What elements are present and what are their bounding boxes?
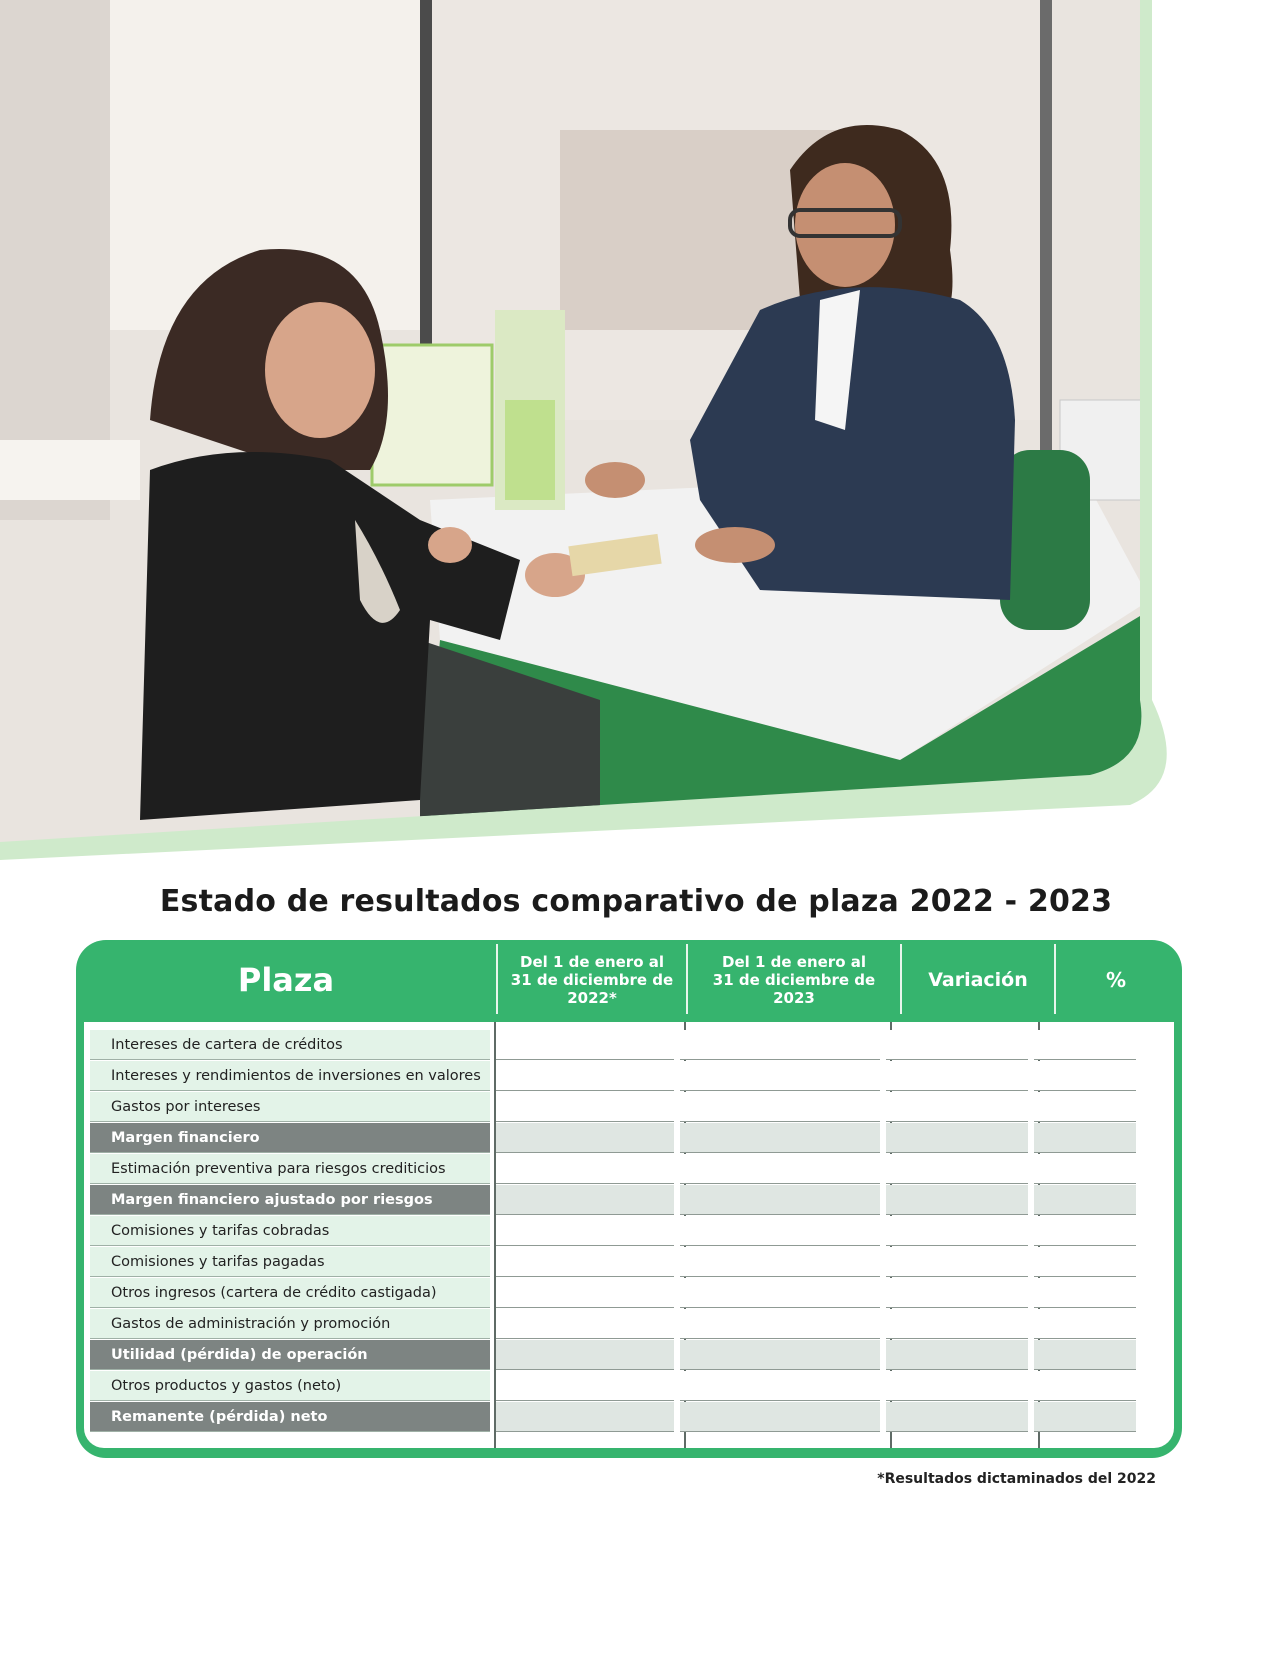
table-row	[90, 1340, 1170, 1371]
value-cell-v3	[886, 1278, 1028, 1308]
value-cell-v4	[1034, 1061, 1136, 1091]
value-cell-v3	[886, 1123, 1028, 1153]
value-cell-v1	[496, 1185, 674, 1215]
header-variacion: Variación	[928, 969, 1028, 991]
row-label: Gastos por intereses	[90, 1092, 490, 1122]
value-cell-v4	[1034, 1030, 1136, 1060]
value-cell-v2	[680, 1340, 880, 1370]
table-rows	[90, 1030, 1170, 1433]
table-row	[90, 1154, 1170, 1185]
value-cell-v3	[886, 1247, 1028, 1277]
value-cell-v2	[680, 1216, 880, 1246]
table-header	[76, 940, 1182, 1020]
value-cell-v4	[1034, 1247, 1136, 1277]
table-row	[90, 1092, 1170, 1123]
table-row	[90, 1371, 1170, 1402]
table-row	[90, 1309, 1170, 1340]
value-cell-v2	[680, 1030, 880, 1060]
value-cell-v3	[886, 1030, 1028, 1060]
footnote: *Resultados dictaminados del 2022	[877, 1471, 1156, 1487]
header-2023-label: Del 1 de enero al 31 de diciembre de 2023	[712, 953, 876, 1007]
value-cell-v2	[680, 1185, 880, 1215]
value-cell-v1	[496, 1216, 674, 1246]
table-row	[90, 1402, 1170, 1433]
value-cell-v4	[1034, 1278, 1136, 1308]
table-row	[90, 1278, 1170, 1309]
value-cell-v1	[496, 1340, 674, 1370]
table-row	[90, 1030, 1170, 1061]
value-cell-v2	[680, 1154, 880, 1184]
value-cell-v1	[496, 1030, 674, 1060]
value-cell-v4	[1034, 1092, 1136, 1122]
row-label: Otros ingresos (cartera de crédito castigada)	[90, 1278, 490, 1308]
value-cell-v4	[1034, 1216, 1136, 1246]
value-cell-v1	[496, 1309, 674, 1339]
value-cell-v1	[496, 1402, 674, 1432]
value-cell-v4	[1034, 1340, 1136, 1370]
value-cell-v1	[496, 1247, 674, 1277]
value-cell-v1	[496, 1123, 674, 1153]
header-plaza: Plaza	[237, 961, 335, 999]
header-percent: %	[1105, 968, 1127, 992]
value-cell-v2	[680, 1247, 880, 1277]
value-cell-v3	[886, 1402, 1028, 1432]
value-cell-v1	[496, 1061, 674, 1091]
page-title: Estado de resultados comparativo de plaza 2022 - 2023	[159, 884, 1113, 919]
value-cell-v4	[1034, 1309, 1136, 1339]
row-label: Utilidad (pérdida) de operación	[90, 1340, 490, 1370]
row-label: Comisiones y tarifas cobradas	[90, 1216, 490, 1246]
row-label: Otros productos y gastos (neto)	[90, 1371, 490, 1401]
value-cell-v4	[1034, 1402, 1136, 1432]
header-2022-label: Del 1 de enero al 31 de diciembre de 2022*	[510, 953, 674, 1007]
value-cell-v2	[680, 1092, 880, 1122]
value-cell-v4	[1034, 1185, 1136, 1215]
value-cell-v2	[680, 1402, 880, 1432]
value-cell-v2	[680, 1371, 880, 1401]
row-label: Intereses y rendimientos de inversiones en valores	[90, 1061, 490, 1091]
table-row	[90, 1216, 1170, 1247]
row-label: Gastos de administración y promoción	[90, 1309, 490, 1339]
value-cell-v3	[886, 1309, 1028, 1339]
value-cell-v3	[886, 1340, 1028, 1370]
value-cell-v4	[1034, 1154, 1136, 1184]
value-cell-v2	[680, 1061, 880, 1091]
row-label: Estimación preventiva para riesgos crediticios	[90, 1154, 490, 1184]
value-cell-v3	[886, 1371, 1028, 1401]
results-table	[76, 940, 1182, 1458]
header-2023	[688, 944, 900, 1016]
value-cell-v3	[886, 1061, 1028, 1091]
value-cell-v3	[886, 1216, 1028, 1246]
table-row	[90, 1247, 1170, 1278]
value-cell-v3	[886, 1154, 1028, 1184]
row-label: Margen financiero	[90, 1123, 490, 1153]
row-label: Intereses de cartera de créditos	[90, 1030, 490, 1060]
row-label: Margen financiero ajustado por riesgos	[90, 1185, 490, 1215]
value-cell-v4	[1034, 1371, 1136, 1401]
value-cell-v2	[680, 1309, 880, 1339]
value-cell-v1	[496, 1154, 674, 1184]
value-cell-v4	[1034, 1123, 1136, 1153]
table-row	[90, 1185, 1170, 1216]
value-cell-v1	[496, 1371, 674, 1401]
value-cell-v1	[496, 1092, 674, 1122]
value-cell-v2	[680, 1278, 880, 1308]
table-row	[90, 1123, 1170, 1154]
value-cell-v1	[496, 1278, 674, 1308]
value-cell-v2	[680, 1123, 880, 1153]
table-body	[84, 1022, 1174, 1448]
table-row	[90, 1061, 1170, 1092]
value-cell-v3	[886, 1185, 1028, 1215]
value-cell-v3	[886, 1092, 1028, 1122]
header-2022	[498, 944, 686, 1016]
row-label: Remanente (pérdida) neto	[90, 1402, 490, 1432]
row-label: Comisiones y tarifas pagadas	[90, 1247, 490, 1277]
